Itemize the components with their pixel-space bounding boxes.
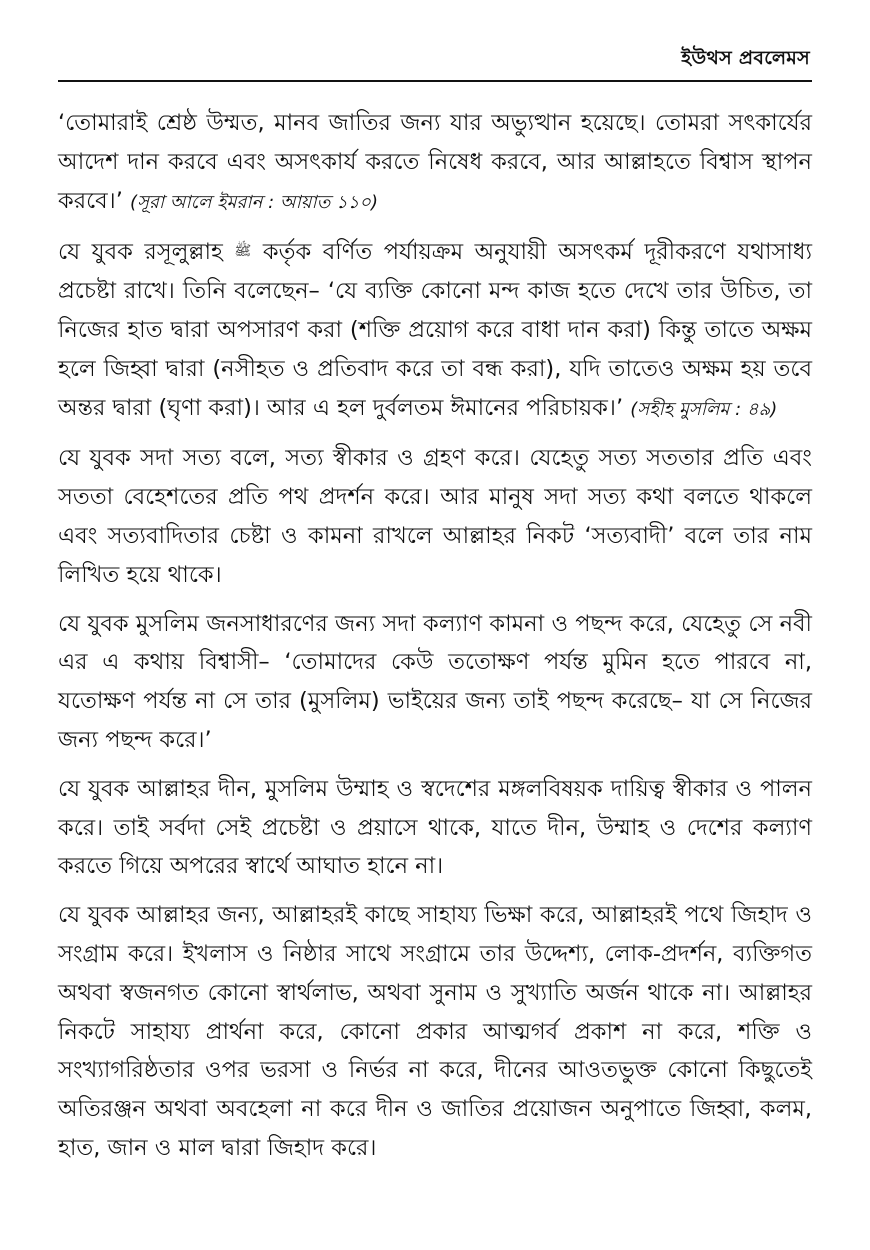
paragraph-text: যে যুবক আল্লাহর দীন, মুসলিম উম্মাহ ও স্বদেশের মঙ্গলবিষয়ক দায়িত্ব স্বীকার ও পালন করে। তাই সর্বদা সেই প্রচেষ্টা ও প্রয়াসে থাকে, যাতে দীন, উম্মাহ ও দেশের কল্যাণ করতে গিয়ে অপরের স্বার্থে আঘাত হানে না। xyxy=(58,775,812,880)
paragraph-text: যে যুবক মুসলিম জনসাধারণের জন্য সদা কল্যাণ কামনা ও পছন্দ করে, যেহেতু সে নবী এর এ কথায় বিশ্বাসী– ‘তোমাদের কেউ ততোক্ষণ পর্যন্ত মুমিন হতে পারবে না, যতোক্ষণ পর্যন্ত না সে তার (মুসলিম) ভাইয়ের জন্য তাই পছন্দ করেছে– যা সে নিজের জন্য পছন্দ করে।’ xyxy=(58,610,812,753)
paragraph-text: যে যুবক সদা সত্য বলে, সত্য স্বীকার ও গ্রহণ করে। যেহেতু সত্য সততার প্রতি এবং সততা বেহেশতের প্রতি পথ প্রদর্শন করে। আর মানুষ সদা সত্য কথা বলতে থাকলে এবং সত্যবাদিতার চেষ্টা ও কামনা রাখলে আল্লাহর নিকট ‘সত্যবাদী’ বলে তার নাম লিখিত হয়ে থাকে। xyxy=(58,445,812,588)
paragraph-truthfulness xyxy=(58,439,812,594)
quran-citation: (সূরা আলে ইমরান : আয়াত ১১০) xyxy=(130,191,379,213)
paragraph-hadith-evil xyxy=(58,232,812,429)
paragraph-text-after: কর্তৃক বর্ণিত পর্যায়ক্রম অনুযায়ী অসৎকর্ম দূরীকরণে যথাসাধ্য প্রচেষ্টা রাখে। তিনি বলেছেন– ‘যে ব্যক্তি কোনো মন্দ কাজ হতে দেখে তার উচিত, তা নিজের হাত দ্বারা অপসারণ করা (শক্তি প্রয়োগ করে বাধা দান করা) কিন্তু তাতে অক্ষম হলে জিহ্বা দ্বারা (নসীহত ও প্রতিবাদ করে তা বন্ধ করা), যদি তাতেও অক্ষম হয় তবে অন্তর দ্বারা (ঘৃণা করা)। আর এ হল দুর্বলতম ঈমানের পরিচায়ক।’ xyxy=(58,239,812,421)
paragraph-text: ‘তোমারাই শ্রেষ্ঠ উম্মত, মানব জাতির জন্য যার অভ্যুত্থান হয়েছে। তোমরা সৎকার্যের আদেশ দান করবে এবং অসৎকার্য করতে নিষেধ করবে, আর আল্লাহতে বিশ্বাস স্থাপন করবে।’ xyxy=(58,110,812,214)
paragraph-wellwishing xyxy=(58,605,812,760)
paragraph-quran-quote xyxy=(58,104,812,222)
hadith-citation: (সহীহ মুসলিম : ৪৯) xyxy=(630,398,778,420)
paragraph-jihad xyxy=(58,896,812,1168)
paragraph-responsibility xyxy=(58,770,812,886)
header-rule xyxy=(58,80,812,82)
paragraph-text-before: যে যুবক রসূলুল্লাহ xyxy=(58,239,223,266)
page-body xyxy=(58,104,812,1178)
salawat-icon: ﷺ xyxy=(234,243,252,260)
paragraph-text: যে যুবক আল্লাহর জন্য, আল্লাহরই কাছে সাহায্য ভিক্ষা করে, আল্লাহরই পথে জিহাদ ও সংগ্রাম করে। ইখলাস ও নিষ্ঠার সাথে সংগ্রামে তার উদ্দেশ্য, লোক-প্রদর্শন, ব্যক্তিগত অথবা স্বজনগত কোনো স্বার্থলাভ, অথবা সুনাম ও সুখ্যাতি অর্জন থাকে না। আল্লাহর নিকটে সাহায্য প্রার্থনা করে, কোনো প্রকার আত্মগর্ব প্রকাশ না করে, শক্তি ও সংখ্যাগরিষ্ঠতার ওপর ভরসা ও নির্ভর না করে, দীনের আওতভুক্ত কোনো কিছুতেই অতিরঞ্জন অথবা অবহেলা না করে দীন ও জাতির প্রয়োজন অনুপাতে জিহ্বা, কলম, হাত, জান ও মাল দ্বারা জিহাদ করে। xyxy=(58,902,812,1161)
running-header: ইউথস প্রবলেমস xyxy=(681,47,810,69)
